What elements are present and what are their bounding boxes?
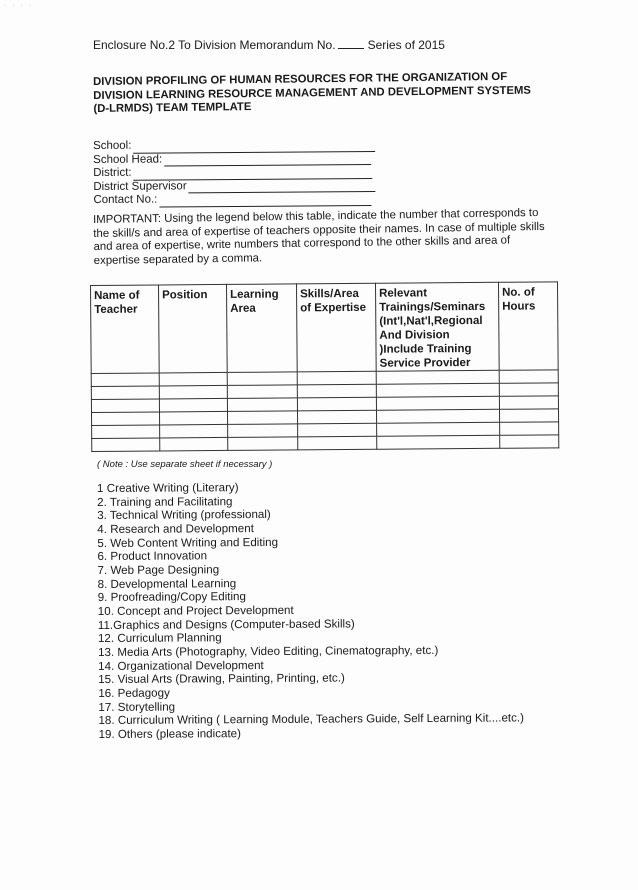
legend-item: 10. Concept and Project Development — [97, 603, 294, 618]
table-cell[interactable] — [227, 385, 297, 399]
legend-item: 9. Proofreading/Copy Editing — [97, 590, 246, 605]
column-header-learning-area: Learning Area — [226, 284, 297, 373]
legend-item: 17. Storytelling — [98, 700, 176, 714]
table-cell[interactable] — [92, 412, 160, 426]
profile-table-container — [90, 281, 559, 452]
table-note: ( Note : Use separate sheet if necessary ) — [97, 459, 273, 470]
teacher-profile-table — [90, 281, 559, 452]
table-cell[interactable] — [499, 370, 558, 383]
table-cell[interactable] — [160, 424, 228, 438]
legend-item: 12. Curriculum Planning — [97, 631, 222, 646]
table-cell[interactable] — [159, 411, 227, 425]
table-cell[interactable] — [227, 411, 297, 425]
table-cell[interactable] — [92, 425, 160, 439]
series-label: Series of 2015 — [367, 38, 445, 52]
school-field — [93, 138, 375, 154]
table-cell[interactable] — [91, 399, 159, 413]
legend-item: 3. Technical Writing (professional) — [97, 508, 271, 523]
table-cell[interactable] — [159, 372, 227, 386]
column-header-skills: Skills/Area of Expertise — [296, 283, 376, 372]
school-head-label: School Head: — [93, 153, 163, 166]
skills-legend — [97, 479, 524, 741]
table-cell[interactable] — [376, 370, 499, 384]
instructions-paragraph: IMPORTANT: Using the legend below this table, indicate the number that corresponds to the skill/s and area of expertise of teachers opposite their names. In case of multiple skills and area of expertise, write numbers that correspond to the other skills and area of expertise separated by a comma. — [93, 207, 545, 267]
table-cell[interactable] — [297, 410, 376, 424]
contact-no-field — [93, 192, 375, 208]
memorandum-number-blank[interactable] — [338, 39, 364, 49]
table-header-row — [91, 282, 559, 374]
legend-item: 14. Organizational Development — [98, 658, 264, 673]
table-cell[interactable] — [297, 371, 376, 385]
legend-item: 16. Pedagogy — [98, 686, 170, 700]
table-cell[interactable] — [499, 409, 558, 422]
school-head-input-line[interactable] — [164, 154, 371, 166]
document-title: DIVISION PROFILING OF HUMAN RESOURCES FOR THE ORGANIZATION OF DIVISION LEARNING RESOURCE MANAGEMENT AND DEVELOPMENT SYSTEMS (D-LRMDS) TEAM TEMPLATE — [93, 70, 531, 116]
table-row — [92, 435, 559, 452]
table-cell[interactable] — [377, 435, 500, 449]
contact-no-input-line[interactable] — [159, 195, 371, 207]
district-field — [93, 165, 375, 181]
district-input-line[interactable] — [134, 168, 373, 181]
enclosure-label: Enclosure No.2 To Division Memorandum No. — [93, 38, 336, 52]
legend-item: 19. Others (please indicate) — [98, 726, 242, 741]
legend-item: 2. Training and Facilitating — [97, 494, 233, 509]
table-cell[interactable] — [376, 396, 499, 410]
district-label: District: — [93, 166, 132, 180]
district-supervisor-label: District Supervisor — [93, 180, 187, 193]
table-cell[interactable] — [298, 436, 377, 450]
table-cell[interactable] — [92, 438, 160, 452]
enclosure-line — [93, 38, 445, 52]
column-header-name: Name of Teacher — [91, 285, 160, 374]
legend-item: 18. Curriculum Writing ( Learning Module, Teachers Guide, Self Learning Kit....etc.) — [98, 711, 525, 728]
table-cell[interactable] — [227, 398, 297, 412]
table-cell[interactable] — [297, 397, 376, 411]
legend-item: 15. Visual Arts (Drawing, Painting, Printing, etc.) — [98, 671, 345, 687]
legend-item: 7. Web Page Designing — [97, 563, 220, 577]
table-cell[interactable] — [500, 435, 559, 448]
legend-item: 4. Research and Development — [97, 522, 254, 536]
table-cell[interactable] — [499, 383, 558, 396]
legend-item: 11.Graphics and Designs (Computer-based Skills) — [97, 616, 355, 632]
school-info-fields — [93, 138, 376, 208]
district-supervisor-field — [93, 179, 375, 195]
district-supervisor-input-line[interactable] — [189, 181, 376, 193]
table-cell[interactable] — [376, 383, 499, 397]
table-cell[interactable] — [159, 398, 227, 412]
school-input-line[interactable] — [133, 141, 375, 154]
table-cell[interactable] — [376, 409, 499, 423]
table-cell[interactable] — [228, 437, 298, 451]
legend-item: 8. Developmental Learning — [97, 576, 237, 591]
table-cell[interactable] — [227, 372, 297, 386]
school-label: School: — [93, 139, 132, 152]
legend-item: 1 Creative Writing (Literary) — [97, 481, 239, 495]
table-cell[interactable] — [499, 396, 558, 409]
legend-item: 13. Media Arts (Photography, Video Editing, Cinematography, etc.) — [98, 643, 439, 659]
table-cell[interactable] — [500, 422, 559, 435]
table-body — [91, 370, 559, 452]
table-cell[interactable] — [298, 423, 377, 437]
school-head-field — [93, 152, 375, 168]
table-cell[interactable] — [160, 437, 228, 451]
table-cell[interactable] — [159, 385, 227, 399]
table-cell[interactable] — [297, 384, 376, 398]
table-cell[interactable] — [91, 386, 159, 400]
table-cell[interactable] — [377, 422, 500, 436]
table-cell[interactable] — [228, 424, 298, 438]
column-header-position: Position — [159, 284, 228, 373]
legend-item: 6. Product Innovation — [97, 549, 208, 564]
contact-no-label: Contact No.: — [93, 193, 158, 207]
table-cell[interactable] — [91, 373, 159, 387]
column-header-hours: No. of Hours — [498, 282, 558, 370]
column-header-trainings: Relevant Trainings/Seminars (Int'l,Nat'l,Regional And Division )Include Training Service Provider — [375, 282, 499, 371]
legend-item: 5. Web Content Writing and Editing — [97, 535, 279, 550]
scan-artifact: · · · · — [4, 2, 34, 9]
